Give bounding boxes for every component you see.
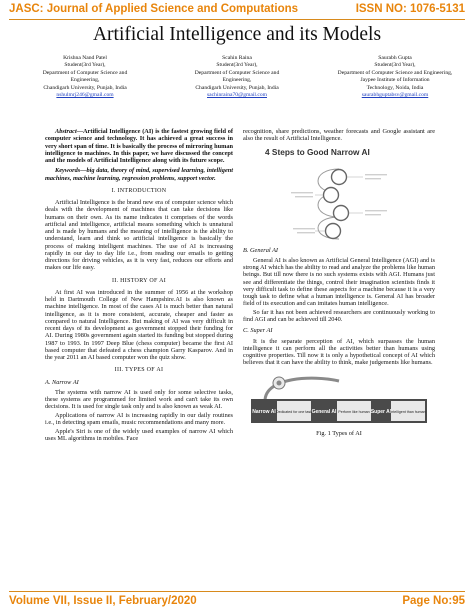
figure-caption: Fig. 1 Types of AI (316, 429, 362, 437)
subsection-heading-general: B. General AI (243, 246, 279, 254)
figure-types-of-ai (243, 371, 435, 427)
paragraph-introduction: Artificial Intelligence is the brand new era of computer science which deals with the development of machines that can take decisions like humans on their own. As its name indicates it comprises of the words artificial and intelligence, artificial means something which is unnatural and is made by humans and the meaning of intelligence is the ability to understand, learn and think so artificial intelligence is basically the process of making intelligent machines. The use of AI is increasing rapidly in our day to day life i.e., from reading our emails to getting directions for driving vehicles, as it is very fast, reduces our efforts and makes our life easy. (45, 199, 233, 272)
author-block (320, 55, 470, 99)
paragraph-narrow-2: Applications of narrow AI is increasing rapidly in our daily routines i.e., in detecting spam emails, music recommendations and many more. (45, 411, 233, 427)
left-column (45, 128, 233, 443)
keywords (45, 167, 233, 182)
author-dept: Department of Computer Science and (42, 69, 128, 76)
author-institution: Chandigarh University, Punjab, India (43, 84, 127, 91)
author-role: Student(3rd Year), (374, 62, 416, 69)
author-dept: Engineering, (70, 77, 100, 84)
subsection-heading-super: C. Super AI (243, 327, 273, 335)
step-node-3 (334, 205, 349, 220)
type-desc-super: Intelligent than human (390, 409, 426, 414)
keywords-text: big data, theory of mind, supervised learning, intelligent machines, machine learning, regression problems, support vector. (45, 167, 233, 182)
type-label-narrow: Narrow AI (252, 408, 276, 415)
author-dept: Department of Computer Science and (194, 69, 280, 76)
author-institution: Chandigarh University, Punjab, India (195, 84, 279, 91)
footer-rule (9, 591, 465, 592)
author-email-link[interactable]: sachinraina70@gmail.com (207, 92, 267, 99)
paper-title: Artificial Intelligence and its Models (92, 24, 382, 45)
author-name: Krishna Nand Patel (63, 55, 107, 61)
subsection-heading-narrow: A. Narrow AI (45, 378, 79, 386)
paragraph-narrow-1: The systems with narrow AI is used only for some selective tasks, these systems are programmed for limited work and can't take its own decisions. It is used for single task only and is also known as weak AI. (45, 388, 233, 411)
type-label-super: Super AI (370, 408, 392, 415)
author-institution: Jaypee Institute of Information (360, 77, 430, 84)
paragraph-general-1: General AI is also known as Artificial General Intelligence (AGI) and is strong AI which has the ability to read and analyze the problems like human beings. But till now there is no such systems exists with AGI. Humans just see and differentiate the things, control their imagination scientists finds it very difficult task to define these aspects for a machine because it is a very tough task to define what a human intelligence is. General AI has broader field of its execution and can imitates human intelligence. (243, 256, 435, 308)
section-heading-types: III. TYPES OF AI (114, 367, 164, 374)
type-desc-general: Perform like human (338, 409, 370, 414)
step-node-4 (326, 223, 341, 238)
step-node-2 (324, 187, 339, 202)
abstract (45, 128, 233, 164)
author-email-link[interactable]: saurabhguptabsv@gmail.com (361, 92, 429, 99)
abstract-lead: Abstract— (55, 128, 83, 135)
step-node-1 (332, 169, 347, 184)
author-dept: Technology, Noida, India (366, 84, 424, 91)
journal-title: JASC: Journal of Applied Science and Computations (9, 3, 299, 15)
keywords-lead: Keywords— (55, 167, 87, 175)
steps-diagram (243, 147, 435, 243)
paragraph-super-1: It is the separate perception of AI, which surpasses the human intelligence it can perform all the activities better than humans using cognitive properties. Till now it is only a hypothetical concept of AI which believes that it can have the ability to think, make judgements like humans. (243, 337, 435, 367)
figure-steps-title: 4 Steps to Good Narrow AI (265, 146, 370, 157)
author-email-link[interactable]: nshulmrj246@gmail.com (56, 92, 114, 99)
author-role: Student(3rd Year), (64, 62, 106, 69)
figure-four-steps (243, 147, 435, 243)
section-heading-history: II. HISTORY OF AI (111, 277, 167, 284)
section-heading-introduction: I. INTRODUCTION (111, 187, 167, 194)
page-number: Page No:95 (402, 595, 465, 607)
author-dept: Department of Computer Science and Engineering, (337, 69, 453, 76)
paragraph-narrow-3: Apple's Siri is one of the widely used examples of narrow AI which uses ML algorithms in mobiles. Face (45, 427, 233, 442)
author-dept: Engineering, (222, 77, 252, 84)
right-column (243, 128, 435, 437)
type-label-general: General AI (311, 408, 337, 415)
paragraph-general-2: So far it has not been achieved researchers are continuously working to find AGI and can be achieved till 2040. (243, 308, 435, 324)
abstract-text: Artificial Intelligence (AI) is the fastest growing field of computer science and technology. It has achieved a great success in very short span of time. It is basically the process of mirroring human intelligence to machines. In this paper, we have discussed the concept and the models of Artificial Intelligence along with its future scope. (45, 128, 233, 164)
paragraph-narrow-continued: recognition, share predictions, weather forecasts and Google assistant are also the result of Artificial Intelligence. (243, 128, 435, 143)
author-block (10, 55, 160, 99)
header-rule (9, 19, 465, 20)
journal-header (0, 0, 474, 20)
type-desc-narrow: Dedicated for one task (276, 409, 312, 414)
author-name: Scahin Raina (222, 55, 252, 61)
types-diagram (243, 371, 435, 427)
author-block (162, 55, 312, 99)
author-name: Saurabh Gupta (378, 55, 412, 61)
author-role: Student(3rd Year), (216, 62, 258, 69)
journal-issn: ISSN NO: 1076-5131 (355, 3, 465, 15)
journal-volume: Volume VII, Issue II, February/2020 (9, 595, 197, 607)
paragraph-history: At first AI was introduced in the summer of 1956 at the workshop held in Dartmouth College of New Hampshire.AI is also known as machine intelligence. In most of the cases AI is much better than natural intelligence, as it is more consistent, accurate, cheaper and faster as compared to natural Intelligence. But making of AI was very difficult in recent days of its development as government stopped their funding for AI. During 1980s government again started its funding but stopped during 1987 to 1993. In 1997 Deep Blue (chess computer) became the first AI based computer that defeated a chess champion Garry Kasparov. And in the year 2011 an AI based computer won the quiz show. (45, 288, 233, 361)
